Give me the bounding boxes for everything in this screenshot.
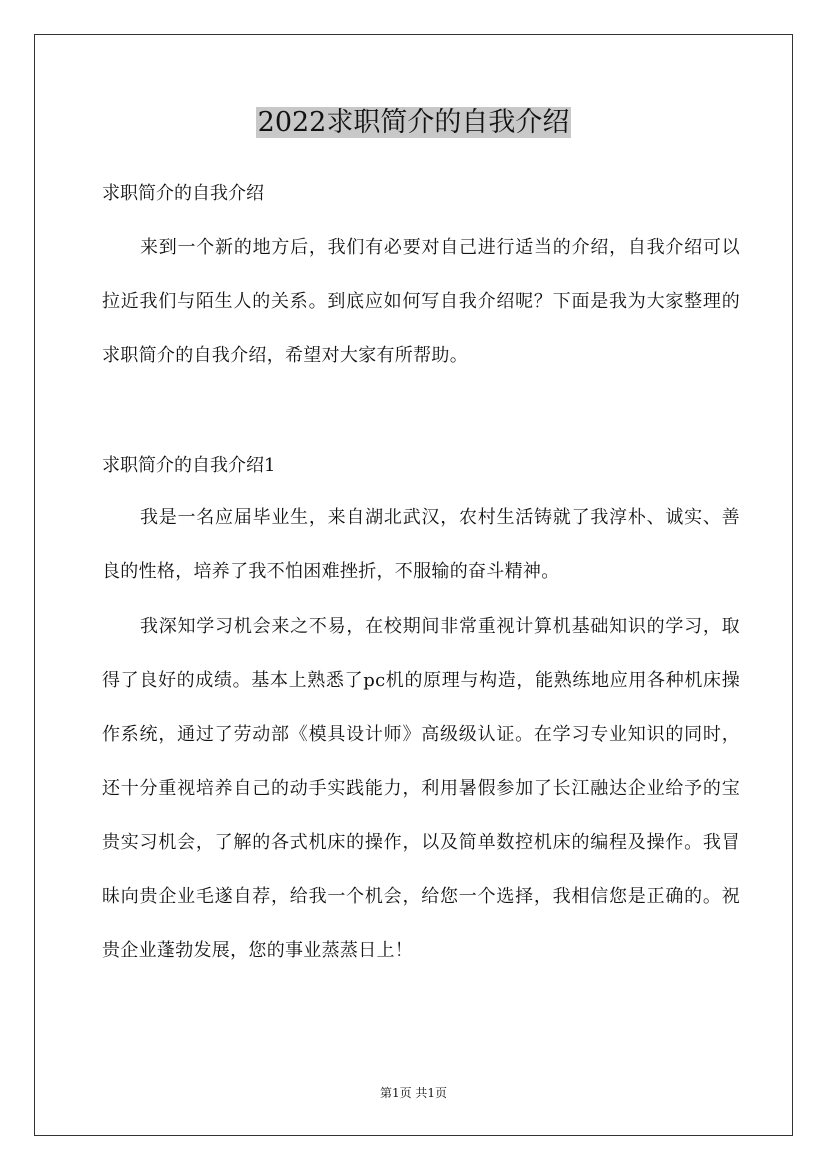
intro-paragraph: 来到一个新的地方后，我们有必要对自己进行适当的介绍，自我介绍可以拉近我们与陌生人的关系。到底应如何写自我介绍呢？下面是我为大家整理的求职简介的自我介绍，希望对大家有所帮助。: [102, 237, 740, 366]
page-footer: [0, 1085, 827, 1101]
page-number: 第1页 共1页: [379, 1086, 448, 1100]
document-title-text: 2022求职简介的自我介绍: [257, 107, 570, 138]
document-title: [0, 104, 827, 142]
sample-heading: 求职简介的自我介绍1: [102, 455, 276, 476]
paragraph-2: 我深知学习机会来之不易，在校期间非常重视计算机基础知识的学习，取得了良好的成绩。基本上熟悉了pc机的原理与构造，能熟练地应用各种机床操作系统，通过了劳动部《模具设计师》高级级认证。在学习专业知识的同时，还十分重视培养自己的动手实践能力，利用暑假参加了长江融达企业给予的宝贵实习机会，了解的各式机床的操作，以及简单数控机床的编程及操作。我冒昧向贵企业毛遂自荐，给我一个机会，给您一个选择，我相信您是正确的。祝贵企业蓬勃发展，您的事业蒸蒸日上！: [102, 616, 740, 961]
paragraph-1: 我是一名应届毕业生，来自湖北武汉，农村生活铸就了我淳朴、诚实、善良的性格，培养了我不怕困难挫折，不服输的奋斗精神。: [102, 507, 740, 582]
section-heading: 求职简介的自我介绍: [102, 183, 264, 204]
